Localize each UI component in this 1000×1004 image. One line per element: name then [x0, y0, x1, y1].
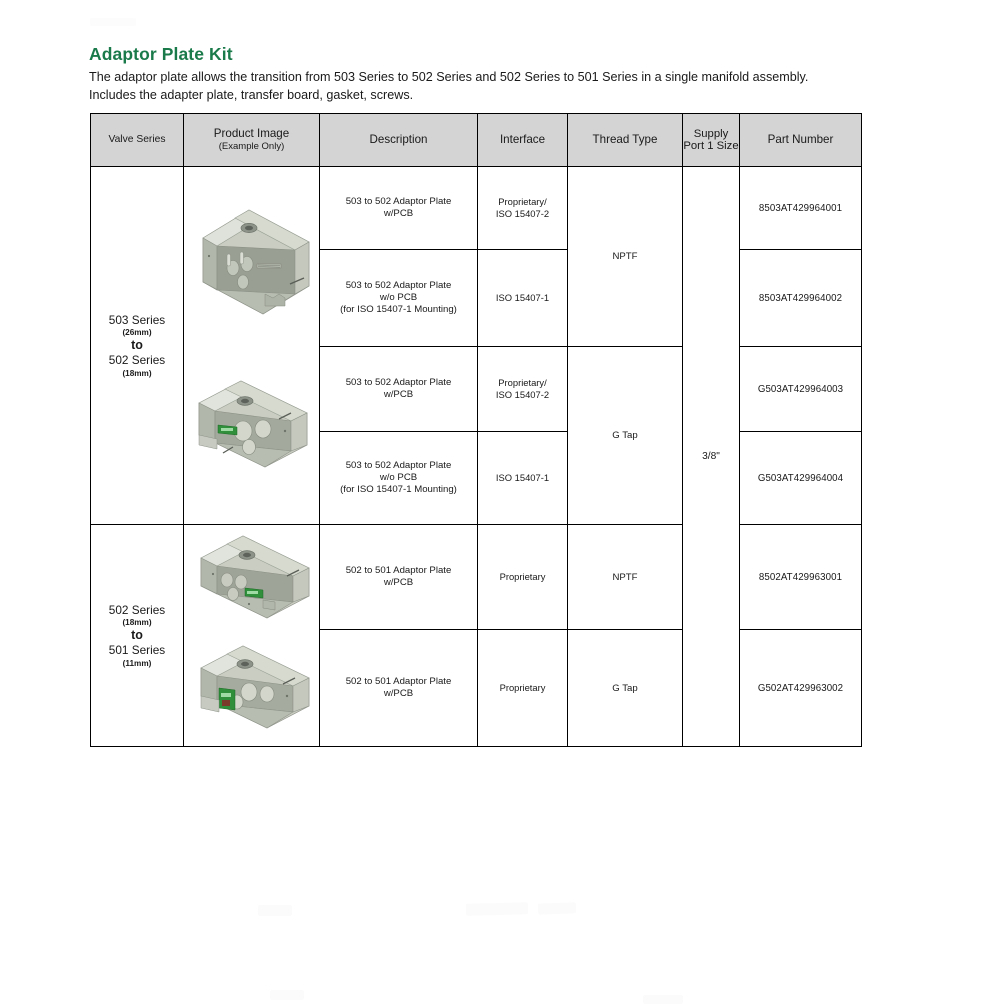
part-number-cell-row-4: G503AT429964004	[740, 432, 862, 525]
series-cell-502-501	[91, 525, 184, 747]
desc-line: w/PCB	[383, 577, 414, 588]
interface-line: ISO 15407-2	[495, 208, 550, 219]
interface-line: ISO 15407-1	[495, 292, 550, 303]
interface-line: Proprietary	[499, 682, 546, 693]
description-cell-row-2	[320, 250, 478, 347]
desc-line: 503 to 502 Adaptor Plate	[345, 376, 452, 388]
thread-type-cell-gtap-2: G Tap	[568, 630, 683, 747]
header-thread-type: Thread Type	[568, 114, 683, 167]
scan-artifact	[90, 18, 136, 26]
product-image-502-501-render	[184, 526, 319, 746]
interface-line: Proprietary	[499, 571, 546, 582]
series-to-word: to	[131, 628, 143, 642]
part-number-cell-row-2: 8503AT429964002	[740, 250, 862, 347]
series-to-label: 502 Series	[108, 353, 166, 367]
interface-line: ISO 15407-1	[495, 472, 550, 483]
series-from-size: (18mm)	[122, 618, 152, 627]
desc-line: (for ISO 15407-1 Mounting)	[340, 484, 457, 496]
supply-port-size-cell: 3/8"	[683, 167, 740, 747]
description-cell-row-5	[320, 525, 478, 630]
series-from-size: (26mm)	[122, 328, 152, 337]
interface-cell-row-3	[478, 347, 568, 432]
header-product-image-sublabel: (Example Only)	[218, 141, 285, 152]
series-from-label: 502 Series	[108, 602, 166, 617]
interface-line: Proprietary/	[498, 377, 547, 388]
part-number-cell-row-6: G502AT429963002	[740, 630, 862, 747]
header-description: Description	[320, 114, 478, 167]
part-number-cell-row-3: G503AT429964003	[740, 347, 862, 432]
product-image-cell-503-502	[184, 167, 320, 525]
series-to-label: 501 Series	[108, 643, 166, 657]
header-supply-port-size: Supply Port 1 Size	[683, 114, 740, 167]
table-row	[91, 167, 862, 250]
description-cell-row-4	[320, 432, 478, 525]
scan-artifact	[538, 902, 576, 914]
series-cell-503-502	[91, 167, 184, 525]
product-image-502-501-pcb-render	[187, 636, 317, 746]
interface-cell-row-4	[478, 432, 568, 525]
description-cell-row-1	[320, 167, 478, 250]
desc-line: 503 to 502 Adaptor Plate	[345, 195, 452, 207]
scan-artifact	[258, 905, 292, 916]
header-valve-series: Valve Series	[91, 114, 184, 167]
part-number-cell-row-1: 8503AT429964001	[740, 167, 862, 250]
page-title: Adaptor Plate Kit	[89, 44, 233, 64]
interface-cell-row-1	[478, 167, 568, 250]
header-product-image-label: Product Image	[213, 126, 290, 140]
interface-line: Proprietary/	[498, 196, 547, 207]
desc-line: w/PCB	[383, 208, 414, 219]
table-row	[91, 525, 862, 630]
product-image-503-502-render	[184, 198, 319, 493]
intro-paragraph: The adaptor plate allows the transition from 503 Series to 502 Series and 502 Series to 501 Series in a single manifold assembly. Includes the adapter plate, transfer board, gasket, screws.	[89, 70, 809, 102]
desc-line: w/o PCB	[379, 471, 418, 483]
series-to-size: (18mm)	[122, 368, 152, 378]
desc-line: 502 to 501 Adaptor Plate	[345, 675, 452, 687]
header-product-image	[184, 114, 320, 167]
series-to-size: (11mm)	[122, 658, 152, 668]
desc-line: 502 to 501 Adaptor Plate	[345, 564, 452, 576]
desc-line: w/PCB	[383, 389, 414, 400]
desc-line: (for ISO 15407-1 Mounting)	[340, 304, 457, 316]
header-interface: Interface	[478, 114, 568, 167]
interface-line: ISO 15407-2	[495, 389, 550, 400]
scan-artifact	[466, 902, 528, 916]
product-image-503-502-pcb-render	[187, 373, 317, 493]
part-number-cell-row-5: 8502AT429963001	[740, 525, 862, 630]
thread-type-cell-gtap-1: G Tap	[568, 347, 683, 525]
desc-line: w/o PCB	[379, 291, 418, 303]
interface-cell-row-2	[478, 250, 568, 347]
interface-cell-row-5	[478, 525, 568, 630]
desc-line: w/PCB	[383, 688, 414, 699]
interface-cell-row-6	[478, 630, 568, 747]
product-image-cell-502-501	[184, 525, 320, 747]
description-cell-row-3	[320, 347, 478, 432]
scan-artifact	[270, 990, 304, 1000]
series-to-word: to	[131, 338, 143, 352]
series-from-label: 503 Series	[108, 312, 166, 327]
adaptor-plate-kit-table	[90, 113, 862, 747]
desc-line: 503 to 502 Adaptor Plate	[345, 279, 452, 291]
table-header-row	[91, 114, 862, 167]
thread-type-cell-nptf-1: NPTF	[568, 167, 683, 347]
header-part-number: Part Number	[740, 114, 862, 167]
description-cell-row-6	[320, 630, 478, 747]
desc-line: 503 to 502 Adaptor Plate	[345, 459, 452, 471]
thread-type-cell-nptf-2: NPTF	[568, 525, 683, 630]
